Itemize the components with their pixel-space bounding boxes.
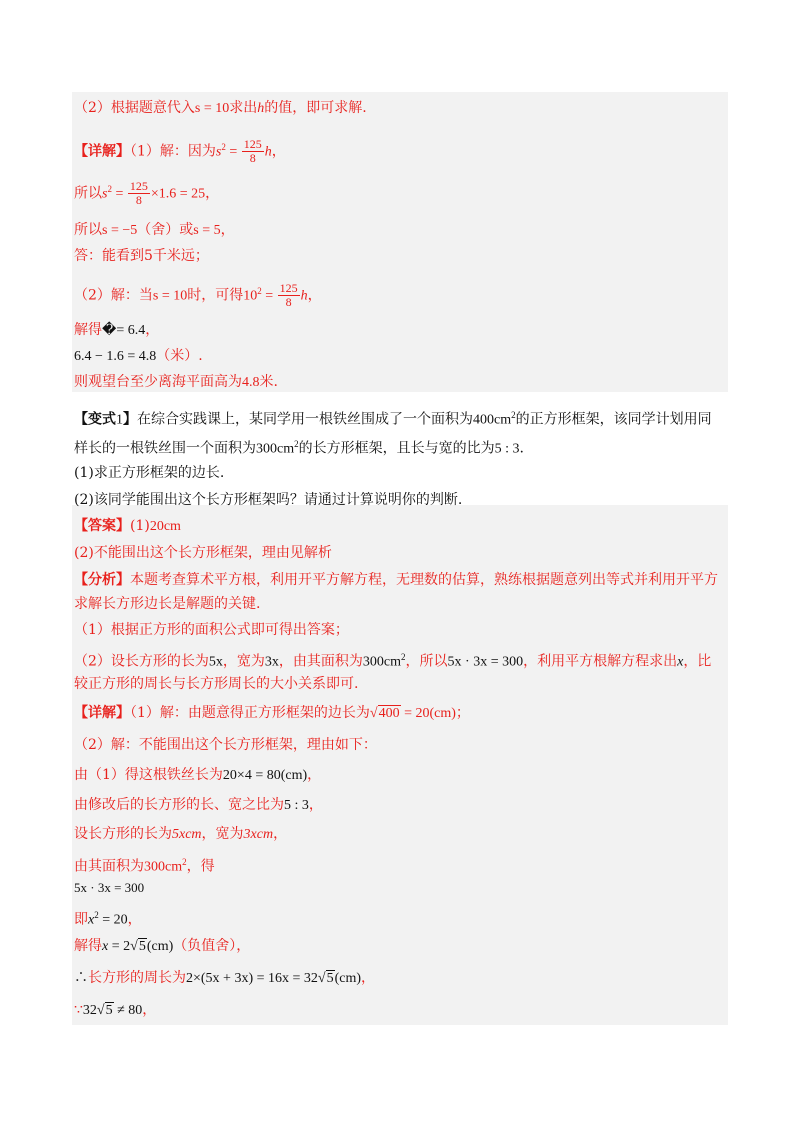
analysis-line2: 求解长方形边长是解题的关键. <box>74 596 261 612</box>
detail-2-part2: （2）解：不能围出这个长方形框架，理由如下： <box>74 737 377 753</box>
answer-1: 答：能看到5千米远； <box>74 248 209 264</box>
line-s-values: 所以s = −5（舍）或s = 5， <box>74 222 235 238</box>
part2-hint: （2）根据题意代入s = 10求出h的值，即可求解. <box>74 100 367 116</box>
answer-2: (2)不能围出这个长方形框架，理由见解析 <box>74 545 332 561</box>
detail-1: 【详解】（1）解：因为$s^2$ = $\frac{125}{8}$ h， <box>74 137 286 166</box>
line-s-squared: 所以$s^2$ = $\frac{125}{8}$ ×1.6 = 25， <box>74 179 220 208</box>
x-solution: 解得x = 2√5(cm)（负值舍）， <box>74 938 251 954</box>
question-1: (1)求正方形框架的边长. <box>74 465 225 481</box>
comparison: ∵32√5 ≠ 80， <box>74 1002 157 1018</box>
variant-problem-line1: 【变式1】在综合实践课上，某同学用一根铁丝围成了一个面积为$400cm^2$的正方形框架，该同学计划用同 <box>74 410 712 428</box>
area-line: 由其面积为$300cm^2$，得 <box>74 857 215 875</box>
analysis-step2-line1: （2）设长方形的长为5x，宽为3x，由其面积为$300cm^2$，所以5x · 3x = 300，利用平方根解方程求出x，比 <box>74 652 712 670</box>
conclusion: 则观望台至少离海平面高为4.8米. <box>74 374 278 390</box>
part2-solution: （2）解：当s = 10时，可得$10^2$ = $\frac{125}{8}$ h， <box>74 281 322 310</box>
analysis-line1: 【分析】本题考查算术平方根，利用开平方解方程，无理数的估算，熟练根据题意列出等式并利用开平方 <box>74 572 718 588</box>
wire-length: 由（1）得这根铁丝长为20×4 = 80(cm)， <box>74 767 322 783</box>
x-squared: 即$x^2 = 20$， <box>74 910 142 928</box>
set-dimensions: 设长方形的长为5xcm，宽为3xcm， <box>74 826 288 842</box>
solve-h: 解得�= 6.4， <box>74 322 160 338</box>
detail-2-part1: 【详解】（1）解：由题意得正方形框架的边长为√400 = 20(cm)； <box>74 705 470 721</box>
ratio-line: 由修改后的长方形的长、宽之比为5 : 3， <box>74 797 323 813</box>
answer: 【答案】(1)20cm <box>74 518 181 534</box>
variant-problem-line2: 样长的一根铁丝围一个面积为$300cm^2$的长方形框架，且长与宽的比为5 : 3. <box>74 439 524 457</box>
equation: 5x · 3x = 300 <box>74 880 145 895</box>
perimeter: ∴长方形的周长为2×(5x + 3x) = 16x = 32√5(cm)， <box>74 970 376 986</box>
calc-h: 6.4 − 1.6 = 4.8（米）. <box>74 348 203 364</box>
question-2: (2)该同学能围出这个长方形框架吗？请通过计算说明你的判断. <box>74 492 463 508</box>
analysis-step1: （1）根据正方形的面积公式即可得出答案； <box>74 622 349 638</box>
analysis-step2-line2: 较正方形的周长与长方形周长的大小关系即可. <box>74 676 359 692</box>
